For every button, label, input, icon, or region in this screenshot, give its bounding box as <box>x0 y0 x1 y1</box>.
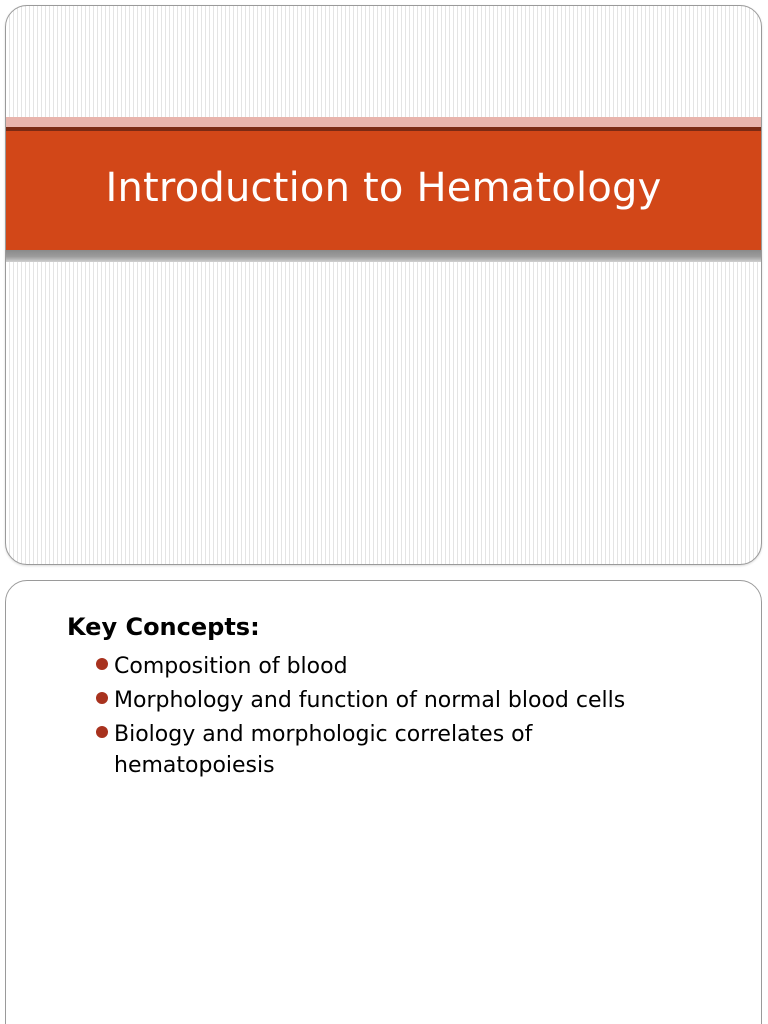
bullet-dot-icon <box>96 692 108 704</box>
slide-heading: Key Concepts: <box>67 613 260 641</box>
bullet-text: Morphology and function of normal blood cells <box>114 688 626 713</box>
slide-title: Introduction to Hematology <box>105 164 662 211</box>
bullet-text: Composition of blood <box>114 654 348 679</box>
bullet-item <box>94 719 674 781</box>
bullet-item <box>94 685 674 716</box>
accent-stripe <box>6 117 761 127</box>
title-band <box>6 131 761 250</box>
band-shadow <box>6 250 761 262</box>
bullet-dot-icon <box>96 658 108 670</box>
bullet-list <box>94 651 674 784</box>
bullet-text: Biology and morphologic correlates of hematopoiesis <box>114 722 533 778</box>
bullet-item <box>94 651 674 682</box>
bullet-dot-icon <box>96 726 108 738</box>
title-slide <box>5 5 762 565</box>
content-slide <box>5 580 762 1024</box>
